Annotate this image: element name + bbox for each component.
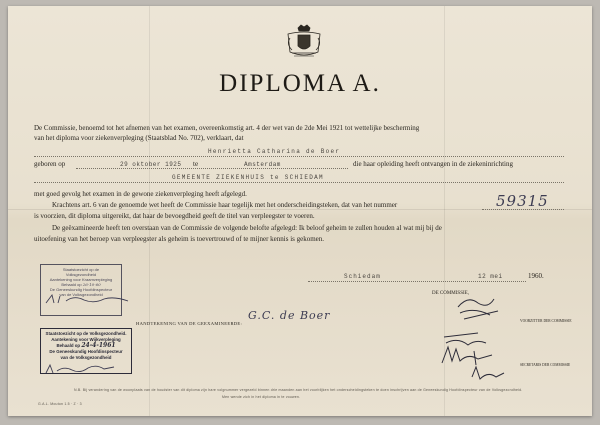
- royal-crest-icon: [284, 22, 324, 62]
- dotted-line: [34, 156, 564, 157]
- intro-text: De Commissie, benoemd tot het afnemen van het examen, overeenkomstig art. 4 der wet van de 2de Mei 1921 tot wettelijke bescherming: [34, 124, 420, 132]
- birth-place: Amsterdam: [244, 161, 281, 168]
- issue-date: 12 mei: [478, 273, 503, 280]
- born-label: geboren op: [34, 160, 66, 168]
- examinee-signature: G.C. de Boer: [248, 309, 331, 322]
- stamp-date: 24-4-1961: [81, 342, 116, 349]
- diploma-sheet: [8, 6, 592, 416]
- stamp-text: Staatstoezicht op de Volksgezondheid.: [45, 331, 127, 336]
- birth-date: 29 oktober 1925: [120, 161, 182, 168]
- diploma-title: DIPLOMA A.: [219, 70, 381, 97]
- diploma-number: 59315: [496, 192, 549, 210]
- dotted-line: [482, 209, 564, 210]
- commission-signatures: [438, 293, 512, 393]
- printer-mark: G.A.L. Mouton 1.5 · Z · 3: [38, 402, 82, 406]
- dotted-line: [34, 182, 564, 183]
- dotted-line: [308, 281, 526, 282]
- result-text: met goed gevolg het examen in de gewone ziekenverpleging heeft afgelegd.: [34, 190, 247, 198]
- footnote: N.B. Bij verandering van de woonplaats van de houdster van dit diploma zijn hare volgnummer vergezeld binnen drie maanden aan het voorblijken het onderscheidingsteken te doen inschrijven aan de Geneeskundig Hoofdinspecteur van de Volksgezondheid.: [74, 388, 523, 392]
- stamp-date: 26-10-60: [82, 282, 101, 287]
- dotted-line: [76, 168, 348, 169]
- hospital-name: GEMEENTE ZIEKENHUIS te SCHIEDAM: [172, 174, 324, 181]
- holder-name: Henrietta Catharina de Boer: [208, 148, 341, 155]
- stamp-text: van de Volksgezondheid: [59, 292, 103, 297]
- secretary-label: SECRETARIS DER COMMISSIE: [520, 363, 571, 367]
- stamp-text: Staatstoezicht op de: [62, 267, 100, 272]
- stamp-signature: [44, 362, 134, 376]
- intro-text: van het diploma voor ziekenverpleging (Staatsblad No. 702), verklaart, dat: [34, 134, 244, 142]
- chair-label: VOORZITTER DER COMMISSIE: [520, 319, 572, 323]
- stamp-text: Aantekening voor Wijkverpleging: [51, 337, 121, 342]
- te-label: te: [193, 160, 199, 168]
- stamp-signature: [44, 293, 134, 307]
- issue-year: 1960.: [528, 272, 544, 280]
- stamp-kraamverpleging: [40, 264, 122, 316]
- stamp-date-row: Behaald op 26-10-60: [61, 282, 101, 287]
- stamp-text: De Geneeskundig Hoofdinspecteur: [49, 287, 113, 292]
- stamp-text: Aantekening voor Kraamverpleging: [49, 277, 113, 282]
- stamp-text: Volksgezondheid: [65, 272, 97, 277]
- para2-text: is voorzien, dit diploma uitgereikt, dat haar de bevoegdheid geeft de titel van verpleegster te voeren.: [34, 212, 315, 220]
- issue-city: Schiedam: [344, 273, 381, 280]
- stamp-date-row: Behaald op 24-4-1961: [56, 342, 116, 349]
- training-text: die haar opleiding heeft ontvangen in de ziekeninrichting: [353, 160, 513, 168]
- commission-label: DE COMMISSIE,: [432, 291, 469, 296]
- stamp-text: van de Volksgezondheid: [60, 355, 112, 360]
- footnote: Men wende zich in het diploma in te vouwen.: [222, 395, 301, 399]
- examinee-signature-label: HANDTEKENING VAN DE GEEXAMINEERDE:: [136, 321, 243, 326]
- stamp-text: De Geneeskundig Hoofdinspecteur: [49, 349, 123, 354]
- para3-text: De geëxamineerde heeft ten overstaan van de Commissie de volgende belofte afgelegd: Ik beloof geheim te zullen houden al wat mij bij de: [52, 224, 442, 232]
- para3-text: uitoefening van het beroep van verpleegster als geheim is toevertrouwd of te mijner kennis is gekomen.: [34, 235, 325, 243]
- para2-text: Krachtens art. 6 van de genoemde wet heeft de Commissie haar tegelijk met het onderscheidingsteken, dat van het nummer: [52, 201, 398, 209]
- fold-line: [149, 6, 150, 416]
